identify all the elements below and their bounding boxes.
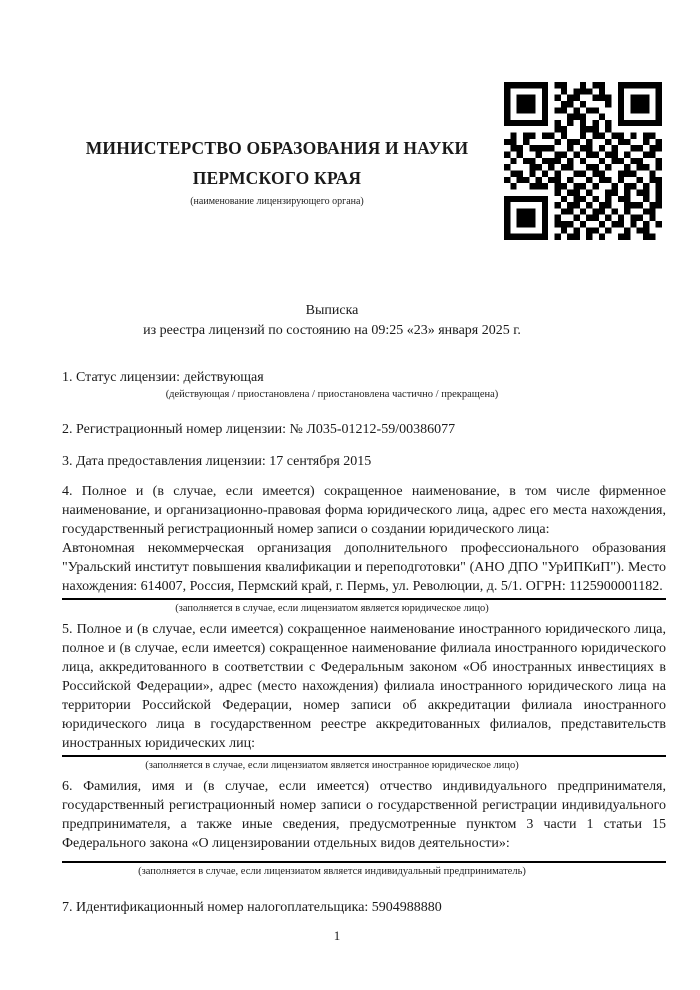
- field-license-status: [62, 368, 666, 401]
- registration-number-text: 2. Регистрационный номер лицензии: № Л035-01212-59/00386077: [62, 422, 456, 437]
- license-status-text: 1. Статус лицензии: действующая: [62, 370, 264, 385]
- taxpayer-id-text: 7. Идентификационный номер налогоплательщика: 5904988880: [62, 900, 442, 915]
- fill-in-line: [62, 755, 666, 757]
- field-registration-number: [62, 420, 666, 439]
- authority-name-line1: МИНИСТЕРСТВО ОБРАЗОВАНИЯ И НАУКИ: [85, 138, 469, 158]
- field-grant-date: [62, 452, 666, 471]
- authority-name-line2: ПЕРМСКОГО КРАЯ: [192, 168, 362, 188]
- document-title-line2: из реестра лицензий по состоянию на 09:25 «23» января 2025 г.: [143, 322, 521, 338]
- fill-in-line: [62, 861, 666, 863]
- individual-entrepreneur-note: (заполняется в случае, если лицензиатом является индивидуальный предприниматель): [138, 866, 526, 877]
- page-number: 1: [333, 928, 341, 943]
- field-foreign-entity: [62, 620, 666, 772]
- qr-code-icon: [504, 82, 662, 240]
- document-title-line1: Выписка: [305, 303, 359, 318]
- fill-in-line: [62, 598, 666, 600]
- field-individual-entrepreneur: [62, 777, 666, 878]
- foreign-entity-label: 5. Полное и (в случае, если имеется) сокращенное наименование иностранного юридического лица, полное и (в случае, если имеется) сокращенное наименование филиала иностранного юридического лица, аккредитованного в соответствии с Федеральным законом «Об иностранных инвестициях в Российской Федерации», адрес (место нахождения) филиала иностранного юридического лица на территории Российской Федерации, номер записи об аккредитации филиала иностранного юридического лица в государственном реестре аккредитованных филиалов, представительств иностранных юридических лиц:: [62, 622, 666, 751]
- field-taxpayer-id: [62, 898, 666, 917]
- field-legal-entity: [62, 482, 666, 615]
- individual-entrepreneur-label: 6. Фамилия, имя и (в случае, если имеется) отчество индивидуального предпринимателя, государственный регистрационный номер записи о государственной регистрации индивидуального предпринимателя, а также иные сведения, предусмотренные пунктом 3 части 1 статьи 15 Федерального закона «О лицензировании отдельных видов деятельности»:: [62, 779, 666, 851]
- legal-entity-value: Автономная некоммерческая организация дополнительного профессионального образования "Уральский институт повышения квалификации и переподготовки" (АНО ДПО "УрИПКиП"). Место нахождения: 614007, Россия, Пермский край, г. Пермь, ул. Революции, д. 5/1. ОГРН: 1125900001182.: [62, 541, 666, 594]
- issuing-authority-header: [62, 133, 492, 207]
- legal-entity-note: (заполняется в случае, если лицензиатом является юридическое лицо): [175, 603, 489, 614]
- grant-date-text: 3. Дата предоставления лицензии: 17 сентября 2015: [62, 454, 372, 469]
- license-status-note: (действующая / приостановлена / приостановлена частично / прекращена): [165, 389, 499, 400]
- document-title: [62, 301, 602, 340]
- legal-entity-label: 4. Полное и (в случае, если имеется) сокращенное наименование, в том числе фирменное наименование, и организационно-правовая форма юридического лица, адрес его места нахождения, государственный регистрационный номер записи о создании юридического лица:: [62, 484, 666, 537]
- foreign-entity-note: (заполняется в случае, если лицензиатом является иностранное юридическое лицо): [145, 760, 519, 771]
- authority-caption: (наименование лицензирующего органа): [190, 196, 364, 207]
